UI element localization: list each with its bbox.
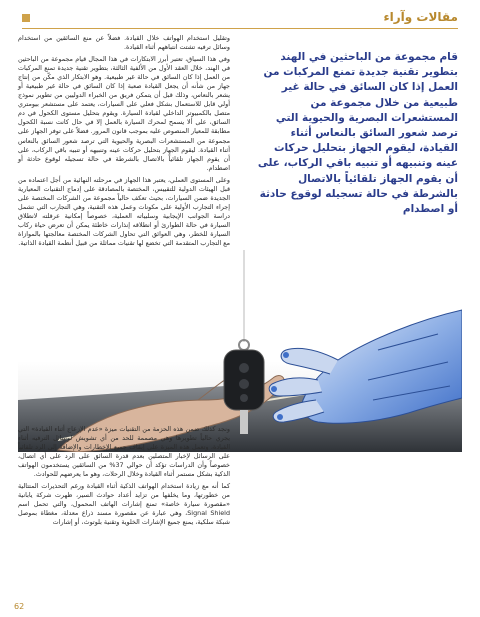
paragraph: كما أنه مع زيادة استخدام الهواتف الذكية أثناء القيادة ورغم التحذيرات المتتالية من خطورتها، وما يخلفها من تزايد أعداد حوادث السير، ظهرت شركة يابانية «مقصورة سيارة خاصة» تمنع إشارات الهاتف المحمول، والتي تحمل اسم Signal Shield، وهي عبارة عن مقصورة مسند ذراع معدلة، مغطاة بموصل شبكة سلكية، يمنع جميع الإشارات الخلوية وتقنية بلوتوث، أو إشارات (18, 482, 231, 527)
paragraph: وفي هذا السياق، تعتبر أبرز الابتكارات في هذا المجال قيام مجموعة من الباحثين في الهند، خلال العقد الأول من الألفية الثالثة، بتطوير تقنية جديدة تمنع المركبات من العمل إذا كان السائق في حالة غير طبيعية. وهو الابتكار الذي مكّن من إنتاج جهاز من شأنه أن يجعل القيادة صعبة إذا كان السائق في حالة غير طبيعية أو يشعر بالنعاس، وذلك قبل أن يتمكن فريق من الخبراء الدوليين من تطوير نموذج أولي قابل للاستعمال بشكل فعلي على السيارات، يعتمد على مستشعر بيومتري متصل بالكمبيوتر الداخلي لقيادة السيارة. ويقوم بتحليل مستوى الكحول في دم السائق، على ألا يسمح لمحرك السيارة بالعمل إلا في حال كانت نسبة الكحول مطابقة للمعيار المنصوص عليه بموجب قانون المرور. فضلاً على توفر الجهاز على مجموعة من المستشعرات البصرية والحيوية التي ترصد شعور السائق بالنعاس أثناء القيادة. ليقوم الجهاز بتحليل حركات عينه وتنبيهه أو تنبيه باقي الركاب، على أن يقوم الجهاز تلقائياً بالاتصال بالشرطة في حالة تسجيله لوقوع حادثة أو اصطدام. (18, 55, 230, 172)
page-header (22, 8, 458, 30)
pull-quote: قام مجموعة من الباحثين في الهند بتطوير تقنية جديدة تمنع المركبات من العمل إذا كان السائق في حالة غير طبيعية من خلال مجموعة من المستشعرات البصرية والحيوية التي ترصد شعور السائق بالنعاس أثناء القيادة، ليقوم الجهاز بتحليل حركات عينه وتنبيهه أو تنبيه باقي الركاب، على أن يقوم الجهاز تلقائياً بالاتصال بالشرطة في حالة تسجيله لوقوع حادثة أو اصطدام (257, 51, 458, 216)
paragraph: وعلى المستوى العملي، يعتبر هذا الجهاز في مرحلته النهائية من أجل اعتماده من قبل الهيئات الدولية للتقييس، المختصة بالمصادقة على إدماج التقنيات المعيارية الجديدة ضمن السيارات، بحيث تعكف حالياً مجموعة من الشركات المختصة على إجراء التجارب الأولية على مكونات وعمل هذه التقنية، وهي التجارب التي تشمل دراسة الجوانب الإيجابية وسلبياته العملية، خصوصاً إمكانية عرقلته لانطلاق السيارة في حالة الطوارئ أو انطلاقه إنذارات خاطئة يمكن أن تعرض حياة ركاب السيارة للخطر، وهي العوائق التي تحاول الشركات المختصة معالجتها بالموازاة مع التجارب المتقدمة التي تخضع لها تقنيات مماثلة من قبيل أنظمة القيادة الذاتية. (18, 175, 230, 248)
robot-hand-car-key-icon (18, 250, 462, 452)
section-title: مقالات وآراء (383, 10, 458, 24)
article-column-top (18, 34, 230, 251)
robot-hand-car-key-illustration (18, 250, 462, 452)
paragraph: ونجد كذلك ضمن هذه الحزمة من التقنيات ميزة «عدم الإزعاج أثناء القيادة» التي يجري حالياً تطويرها وهي مصممة للحد من أي تشويش لوسائل الترفيه أثناء القيادة، وتعمل هذه الميزة على إيقاف جميع الإخطارات والإضافة إلى الرد تلقائياً على الرسائل لإخبار المتصلين بعدم قدرة السائق على الرد على أي اتصال، خصوصاً وأن الدراسات تؤكد أن حوالي 37% من السائقين يستخدمون الهواتف الذكية بشكل مستمر أثناء القيادة وخلال الرحلات، وهو ما يعرضهم للحوادث. (18, 425, 230, 479)
header-divider (22, 28, 458, 29)
paragraph: وتقليل استخدام الهواتف خلال القيادة. فضلاً عن منع السائقين من استخدام وسائل ترفيه تشتت انتباههم أثناء القيادة. (18, 34, 230, 52)
page-number: 62 (14, 602, 25, 611)
article-column-bottom (18, 425, 230, 531)
header-ornament (22, 14, 30, 22)
